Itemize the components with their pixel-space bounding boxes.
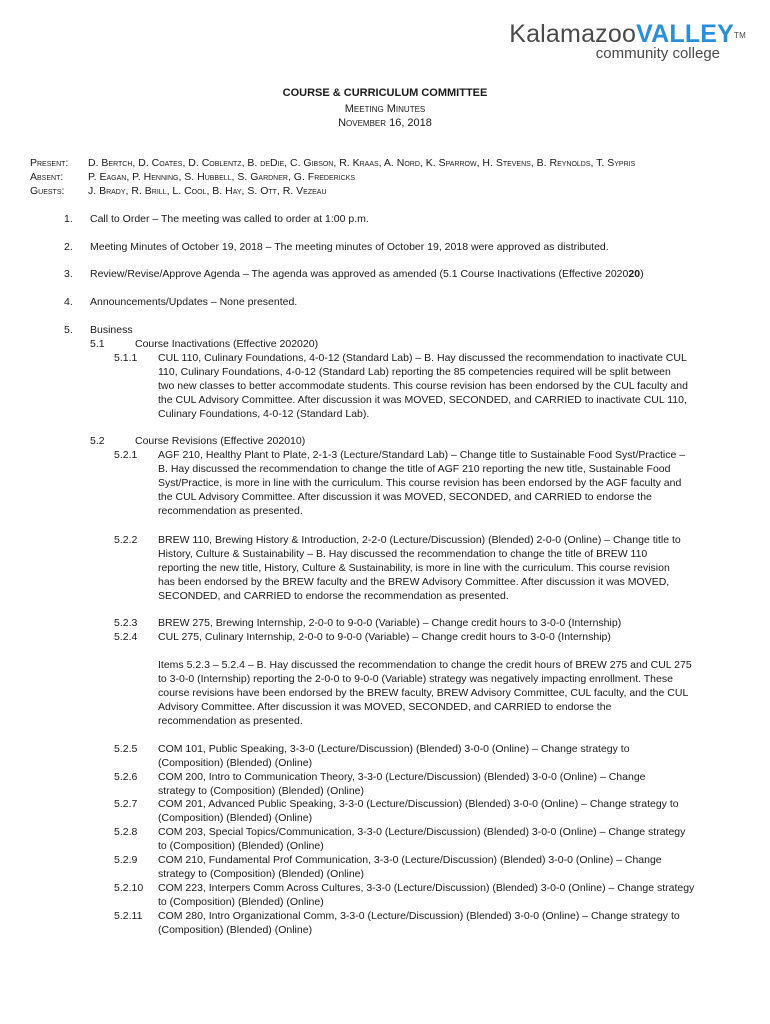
item-text: Announcements/Updates – None presented. bbox=[90, 296, 298, 308]
subitem-text: COM 280, Intro Organizational Comm, 3-3-0 (Lecture/Discussion) (Blended) 3-0-0 (Online) – Change strategy to (Composition) (Blended) (Online) bbox=[158, 910, 680, 936]
section-title: Course Inactivations (Effective 202020) bbox=[135, 338, 319, 350]
subitem-text: COM 210, Fundamental Prof Communication, 3-3-0 (Lecture/Discussion) (Blended) 3-0-0 (Online) – Change strategy to (Composition) (Blended) (Online) bbox=[158, 854, 662, 880]
subitem-number: 5.2.1 bbox=[114, 449, 138, 461]
item-text: Call to Order – The meeting was called to order at 1:00 p.m. bbox=[90, 213, 369, 225]
subitem-number: 5.2.3 bbox=[114, 617, 138, 629]
section-number: 5.1 bbox=[90, 338, 105, 350]
item-number: 5. bbox=[64, 324, 73, 336]
logo-word-valley: VALLEY bbox=[636, 20, 735, 48]
college-logo bbox=[446, 20, 746, 62]
subitem-number: 5.2.10 bbox=[114, 882, 144, 894]
subitem-text: AGF 210, Healthy Plant to Plate, 2-1-3 (Lecture/Standard Lab) – Change title to Sustainable Food Syst/Practice – B. Hay discussed the recommendation to change the title of AGF 210 reporting the new title, Sustainable Food Syst/Practice, is more in line with the curriculum. This course revision has been endorsed by the AGF faculty and the CUL Advisory Committee. After discussion it was MOVED, SECONDED, and CARRIED to endorse the recommendation as presented. bbox=[158, 449, 686, 517]
subitem-text: COM 223, Interpers Comm Across Cultures, 3-3-0 (Lecture/Discussion) (Blended) 3-0-0 (Online) – Change strategy to (Composition) (Blended) (Online) bbox=[158, 882, 695, 908]
subitem-number: 5.2.2 bbox=[114, 534, 138, 546]
subitem-text: CUL 275, Culinary Internship, 2-0-0 to 9-0-0 (Variable) – Change credit hours to 3-0-0 (Internship) bbox=[158, 631, 611, 643]
subitem-text: BREW 110, Brewing History & Introduction, 2-2-0 (Lecture/Discussion) (Blended) 2-0-0 (Online) – Change title to History, Culture & Sustainability – B. Hay discussed the recommendation to change the title of BREW 110 reporting the new title, History, Culture & Sustainability, is more in line with the curriculum. This course revision has been endorsed by the BREW faculty and the BREW Advisory Committee. After discussion it was MOVED, SECONDED, and CARRIED to endorse the recommendation as presented. bbox=[158, 534, 681, 602]
document-subtitle: Meeting Minutes bbox=[344, 103, 426, 115]
subitem-text: CUL 110, Culinary Foundations, 4-0-12 (Standard Lab) – B. Hay discussed the recommendation to inactivate CUL 110, Culinary Foundations, 4-0-12 (Standard Lab) reporting the 85 competencies required will be split between two new classes to better accommodate students. This course revision has been endorsed by the CUL faculty and the CUL Advisory Committee. After discussion it was MOVED, SECONDED, and CARRIED to inactivate CUL 110, Culinary Foundations, 4-0-12 (Standard Lab). bbox=[158, 352, 688, 420]
subitem-number: 5.2.6 bbox=[114, 771, 138, 783]
logo-subtitle: community college bbox=[595, 45, 720, 62]
bold-correction: 20 bbox=[628, 268, 641, 280]
subitem-text: COM 203, Special Topics/Communication, 3-3-0 (Lecture/Discussion) (Blended) 3-0-0 (Online) – Change strategy to (Composition) (Blended) (Online) bbox=[158, 826, 686, 852]
guests-label: Guests: bbox=[30, 185, 65, 197]
present-row bbox=[30, 157, 635, 169]
subitem-number: 5.2.9 bbox=[114, 854, 138, 866]
subitem-text: BREW 275, Brewing Internship, 2-0-0 to 9-0-0 (Variable) – Change credit hours to 3-0-0 (Internship) bbox=[158, 617, 622, 629]
items-discussion-paragraph: Items 5.2.3 – 5.2.4 – B. Hay discussed the recommendation to change the credit hours of BREW 275 and CUL 275 to 3-0-0 (Internship) reporting the 2-0-0 to 9-0-0 (Variable) strategy was negatively impacting enrollment. These course revisions have been endorsed by the BREW faculty, BREW Advisory Committee, CUL faculty, and the CUL Advisory Committee. After discussion it was MOVED, SECONDED, and CARRIED to endorse the recommendation as presented. bbox=[158, 659, 692, 727]
item-number: 3. bbox=[64, 268, 73, 280]
present-names: D. Bertch, D. Coates, D. Coblentz, B. deDie, C. Gibson, R. Kraas, A. Nord, K. Sparrow, H. Stevens, B. Reynolds, T. Sypris bbox=[88, 157, 636, 169]
item-number: 1. bbox=[64, 213, 73, 225]
subitem-text: COM 201, Advanced Public Speaking, 3-3-0 (Lecture/Discussion) (Blended) 3-0-0 (Online) – Change strategy to (Composition) (Blended) (Online) bbox=[158, 798, 679, 824]
subitem-number: 5.1.1 bbox=[114, 352, 138, 364]
item-text: Meeting Minutes of October 19, 2018 – The meeting minutes of October 19, 2018 were approved as distributed. bbox=[90, 241, 609, 253]
absent-row bbox=[30, 171, 355, 183]
subitem-number: 5.2.4 bbox=[114, 631, 138, 643]
guests-names: J. Brady, R. Brill, L. Cool, B. Hay, S. Ott, R. Vezeau bbox=[88, 185, 327, 197]
item-number: 2. bbox=[64, 241, 73, 253]
guests-row bbox=[30, 185, 327, 197]
item-text: Review/Revise/Approve Agenda – The agenda was approved as amended (5.1 Course Inactivations (Effective 202020) bbox=[90, 268, 644, 280]
item-text: Business bbox=[90, 324, 133, 336]
present-label: Present: bbox=[30, 157, 69, 169]
subitem-text: COM 101, Public Speaking, 3-3-0 (Lecture/Discussion) (Blended) 3-0-0 (Online) – Change strategy to (Composition) (Blended) (Online) bbox=[158, 743, 630, 769]
item-number: 4. bbox=[64, 296, 73, 308]
subitem-number: 5.2.5 bbox=[114, 743, 138, 755]
logo-trademark: TM bbox=[734, 31, 746, 40]
section-number: 5.2 bbox=[90, 435, 105, 447]
document-title: COURSE & CURRICULUM COMMITTEE bbox=[282, 87, 488, 99]
subitem-text: COM 200, Intro to Communication Theory, 3-3-0 (Lecture/Discussion) (Blended) 3-0-0 (Online) – Change strategy to (Composition) (Blended) (Online) bbox=[158, 771, 646, 797]
logo-word-kalamazoo: Kalamazoo bbox=[509, 20, 637, 48]
meeting-date: November 16, 2018 bbox=[338, 117, 432, 129]
subitem-number: 5.2.8 bbox=[114, 826, 138, 838]
subitem-number: 5.2.11 bbox=[114, 910, 143, 922]
absent-label: Absent: bbox=[30, 171, 64, 183]
absent-names: P. Eagan, P. Henning, S. Hubbell, S. Gardner, G. Fredericks bbox=[88, 171, 356, 183]
section-title: Course Revisions (Effective 202010) bbox=[135, 435, 306, 447]
subitem-number: 5.2.7 bbox=[114, 798, 138, 810]
